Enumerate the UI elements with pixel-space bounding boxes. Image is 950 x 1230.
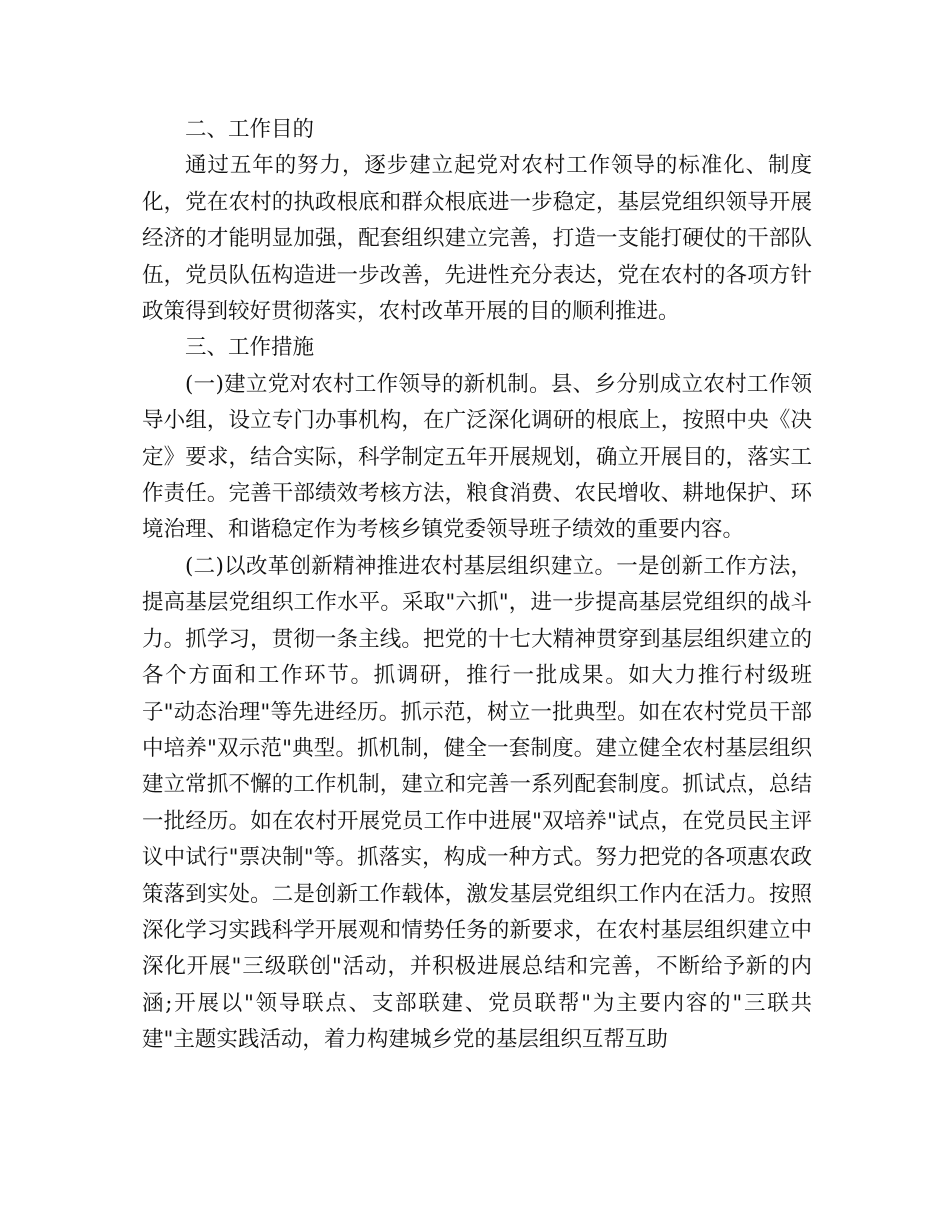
heading-work-goals: 二、工作目的 xyxy=(185,117,315,142)
paragraph-measure-2: (二)以改革创新精神推进农村基层组织建立。一是创新工作方法，提高基层党组织工作水平。采取"六抓"，进一步提高基层党组织的战斗力。抓学习，贯彻一条主线。把党的十七大精神贯穿到基层组织建立的各个方面和工作环节。抓调研，推行一批成果。如大力推行村级班子"动态治理"等先进经历。抓示范，树立一批典型。如在农村党员干部中培养"双示范"典型。抓机制，健全一套制度。建立健全农村基层组织建立常抓不懈的工作机制，建立和完善一系列配套制度。抓试点，总结一批经历。如在农村开展党员工作中进展"双培养"试点，在党员民主评议中试行"票决制"等。抓落实，构成一种方式。努力把党的各项惠农政策落到实处。二是创新工作载体，激发基层党组织工作内在活力。按照深化学习实践科学开展观和情势任务的新要求，在农村基层组织建立中深化开展"三级联创"活动，并积极进展总结和完善，不断给予新的内涵;开展以"领导联点、支部联建、党员联帮"为主要内容的"三联共建"主题实践活动，着力构建城乡党的基层组织互帮互助 xyxy=(142,553,812,1053)
paragraph-measure-1: (一)建立党对农村工作领导的新机制。县、乡分别成立农村工作领导小组，设立专门办事机构，在广泛深化调研的根底上，按照中央《决定》要求，结合实际，科学制定五年开展规划，确立开展目的，落实工作责任。完善干部绩效考核方法，粮食消费、农民增收、耕地保护、环境治理、和谐稳定作为考核乡镇党委领导班子绩效的重要内容。 xyxy=(142,371,812,543)
heading-work-measures: 三、工作措施 xyxy=(185,335,315,361)
paragraph-goals: 通过五年的努力，逐步建立起党对农村工作领导的标准化、制度化，党在农村的执政根底和群众根底进一步稳定，基层党组织领导开展经济的才能明显加强，配套组织建立完善，打造一支能打硬仗的干部队伍，党员队伍构造进一步改善，先进性充分表达，党在农村的各项方针政策得到较好贯彻落实，农村改革开展的目的顺利推进。 xyxy=(142,153,812,325)
document-body xyxy=(142,112,812,1059)
